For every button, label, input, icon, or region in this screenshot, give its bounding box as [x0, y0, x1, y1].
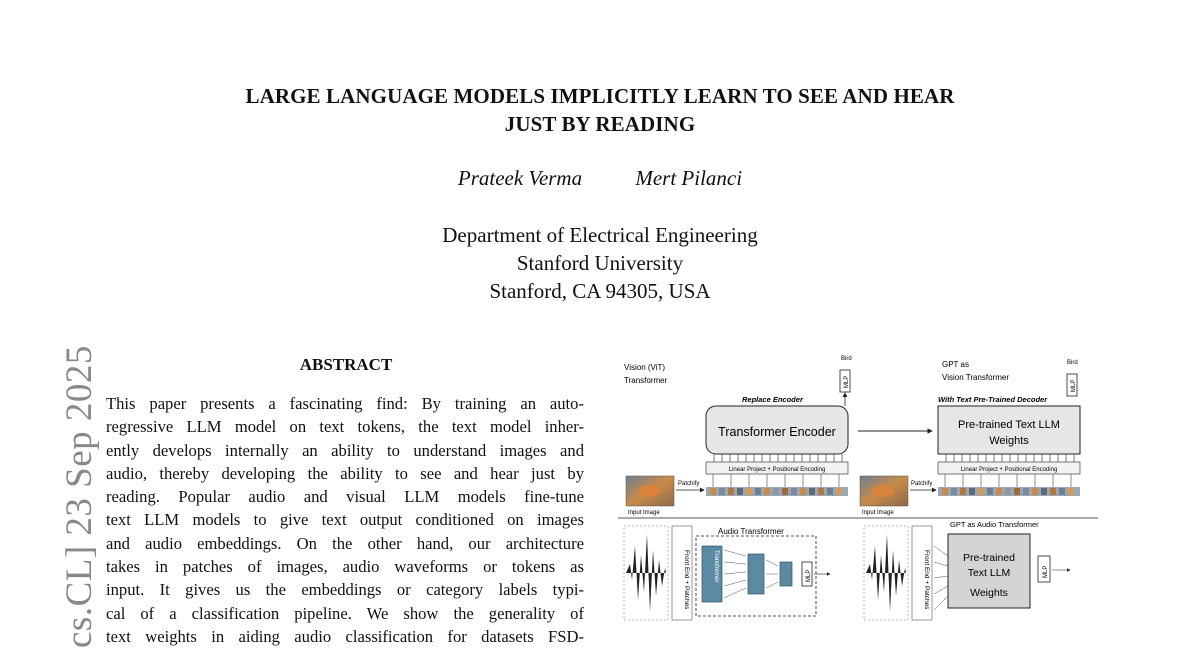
authors	[0, 166, 1200, 191]
input-image-label-2: Input Image	[862, 510, 894, 516]
token-stubs-1	[714, 454, 842, 462]
abstract-line: text LLM models to give text output conditioned on images	[106, 510, 584, 530]
mlp-label-1: MLP	[844, 375, 850, 388]
audio-transformer-label: Audio Transformer	[718, 527, 784, 536]
paper-title-line-1: LARGE LANGUAGE MODELS IMPLICITLY LEARN TO SEE AND HEAR	[245, 84, 955, 108]
patch-stubs-1	[713, 474, 839, 487]
affiliation-address: Stanford, CA 94305, USA	[489, 279, 711, 303]
patch-stubs-2	[945, 474, 1071, 487]
abstract-line: takes in patches of images, audio waveforms or tokens as	[106, 557, 584, 577]
abstract-line: reading. Popular audio and visual LLM models fine-tune	[106, 487, 584, 507]
abstract-line: audio, thereby developing the ability to see and hear just by	[106, 463, 584, 483]
architecture-figure	[618, 350, 1098, 630]
affiliation-department: Department of Electrical Engineering	[442, 223, 758, 247]
pretrained-llm-label-1: Pre-trained Text LLM	[958, 419, 1060, 431]
author-2: Mert Pilanci	[635, 166, 743, 190]
pretrained-llm-label-2: Weights	[989, 435, 1029, 447]
waveform-1	[624, 526, 668, 620]
linear-project-label-1: Linear Project + Positional Encoding	[728, 467, 826, 473]
bird-label-1: Bird	[841, 356, 852, 362]
front-end-label-2: Front End + Patches	[923, 550, 930, 610]
arxiv-sidebar-stamp: cs.CL] 23 Sep 2025	[59, 345, 100, 648]
replace-encoder-label: Replace Encoder	[742, 395, 803, 404]
abstract-line: This paper presents a fascinating find: By training an auto-	[106, 394, 584, 413]
patchify-label-1: Patchify	[678, 481, 700, 487]
author-1: Prateek Verma	[457, 166, 583, 190]
with-text-decoder-label: With Text Pre-Trained Decoder	[938, 395, 1048, 404]
audio-transformer-block-3	[780, 562, 792, 586]
abstract-line: and audio embeddings. On the other hand, our architecture	[106, 533, 584, 553]
waveform-2	[864, 526, 908, 620]
token-stubs-2	[946, 454, 1074, 462]
bird-label-2: Bird	[1067, 360, 1078, 366]
paper-title-line-2: JUST BY READING	[504, 112, 696, 136]
vit-label-line-2: Transformer	[624, 376, 668, 385]
abstract-line: text weights in aiding audio classification for datasets FSD-	[106, 626, 584, 646]
audio-transformer-block-label: Transformer	[713, 550, 719, 583]
abstract-line: cal of a classification pipeline. We show the generality of	[106, 603, 584, 623]
input-image-label-1: Input Image	[628, 510, 660, 516]
abstract-heading: ABSTRACT	[299, 355, 393, 374]
mlp-label-3: MLP	[806, 569, 812, 582]
mlp-label-4: MLP	[1043, 565, 1049, 578]
audio-lines-3	[934, 546, 948, 610]
linear-project-label-2: Linear Project + Positional Encoding	[960, 467, 1058, 473]
gpt-audio-label: GPT as Audio Transformer	[950, 520, 1039, 529]
gpt-vision-label-line-2: Vision Transformer	[942, 373, 1009, 382]
bird-shape-1	[638, 485, 660, 497]
abstract-line: regressive LLM model on text tokens, the text model inher-	[106, 417, 584, 437]
affiliation-university: Stanford University	[516, 251, 684, 275]
patch-strip-1	[706, 487, 848, 496]
pretrained-audio-label-2: Text LLM	[967, 567, 1011, 579]
mlp-label-2: MLP	[1071, 379, 1077, 392]
gpt-vision-label-line-1: GPT as	[942, 360, 969, 369]
audio-lines-1	[724, 550, 746, 598]
bird-shape-2	[872, 485, 894, 497]
front-end-label-1: Front End + Patches	[683, 550, 690, 610]
transformer-encoder-label: Transformer Encoder	[718, 425, 836, 439]
audio-lines-2	[766, 560, 778, 588]
affiliation	[0, 221, 1200, 305]
patchify-label-2: Patchify	[911, 481, 933, 487]
pretrained-audio-label-3: Weights	[970, 587, 1008, 599]
abstract-line: input. It gives us the embeddings or category labels typi-	[106, 580, 584, 600]
pretrained-audio-label-1: Pre-trained	[963, 552, 1015, 564]
vit-label-line-1: Vision (ViT)	[624, 363, 666, 372]
abstract-line: ently develops internally an ability to understand images and	[106, 440, 584, 460]
audio-transformer-block-2	[748, 554, 764, 594]
abstract-body	[106, 392, 584, 648]
patch-strip-2	[938, 487, 1080, 496]
paper-title	[0, 82, 1200, 138]
